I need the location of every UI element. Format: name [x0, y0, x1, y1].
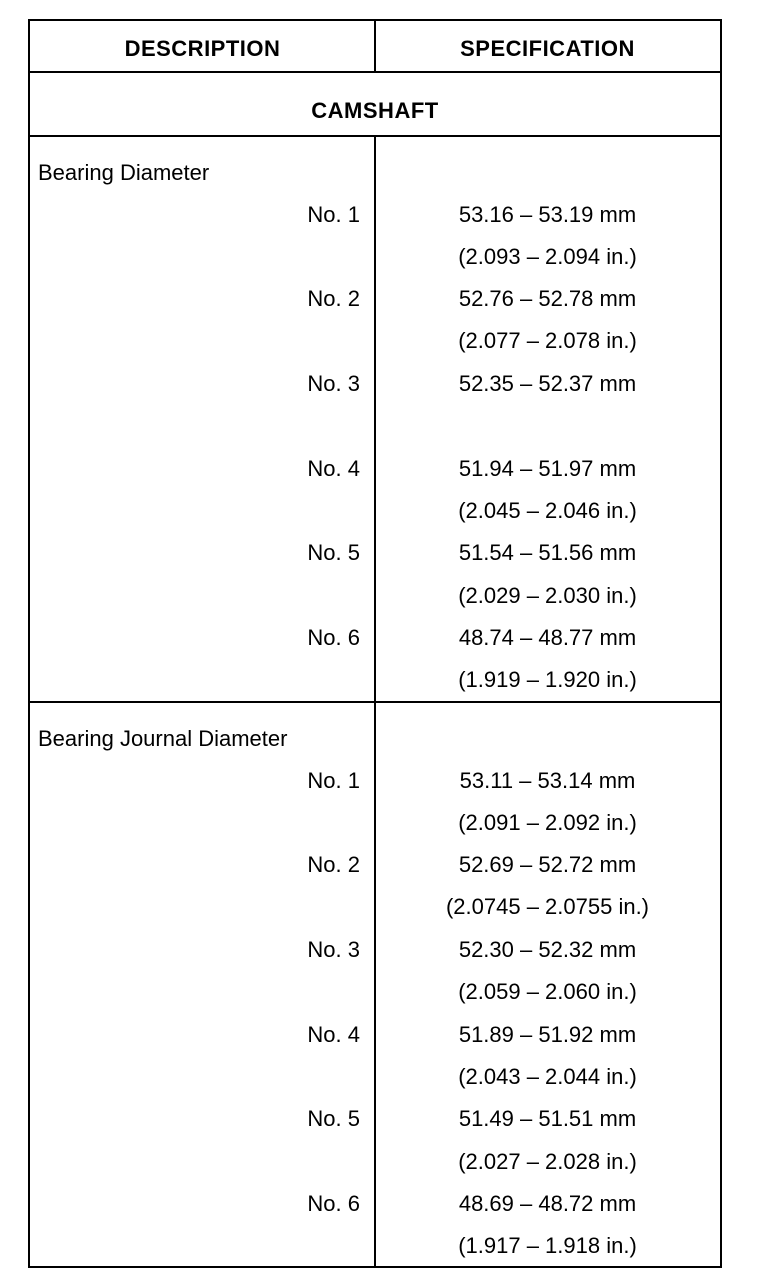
camshaft-spec-table: [28, 19, 722, 1268]
header-specification: SPECIFICATION: [460, 36, 635, 61]
group-bearing-journal-diameter: [30, 703, 720, 1266]
item-label: No. 1: [307, 202, 360, 227]
item-value-mm: 53.16 – 53.19 mm: [458, 202, 637, 227]
item-value-in: (2.0745 – 2.0755 in.): [445, 894, 650, 919]
item-label: No. 2: [307, 852, 360, 877]
group-bearing-diameter: [30, 137, 720, 703]
item-label: No. 4: [307, 1022, 360, 1047]
table-header-row: [30, 21, 720, 73]
item-value-in: (2.043 – 2.044 in.): [458, 1064, 637, 1089]
group-title: Bearing Diameter: [38, 160, 210, 185]
item-label: No. 4: [307, 456, 360, 481]
item-value-in: (2.091 – 2.092 in.): [458, 810, 637, 835]
header-description: DESCRIPTION: [124, 36, 281, 61]
item-label: No. 2: [307, 286, 360, 311]
item-label: No. 6: [307, 625, 360, 650]
item-label: No. 1: [307, 768, 360, 793]
item-value-mm: 51.49 – 51.51 mm: [458, 1106, 637, 1131]
group-title: Bearing Journal Diameter: [38, 726, 288, 751]
item-value-mm: 52.35 – 52.37 mm: [458, 371, 637, 396]
item-value-mm: 52.30 – 52.32 mm: [458, 937, 637, 962]
item-value-in: (1.919 – 1.920 in.): [458, 667, 637, 692]
item-value-mm: 48.74 – 48.77 mm: [458, 625, 637, 650]
item-value-mm: 52.69 – 52.72 mm: [458, 852, 637, 877]
item-label: No. 6: [307, 1191, 360, 1216]
item-label: No. 3: [307, 937, 360, 962]
item-value-mm: 53.11 – 53.14 mm: [459, 768, 636, 793]
item-value-mm: 51.89 – 51.92 mm: [458, 1022, 637, 1047]
item-value-mm: 51.94 – 51.97 mm: [458, 456, 637, 481]
item-value-in: (2.093 – 2.094 in.): [458, 244, 637, 269]
item-value-mm: 52.76 – 52.78 mm: [458, 286, 637, 311]
item-value-mm: 51.54 – 51.56 mm: [458, 540, 637, 565]
item-value-in: (2.027 – 2.028 in.): [458, 1149, 637, 1174]
header-column-divider: [374, 21, 376, 71]
item-value-in: (2.059 – 2.060 in.): [458, 979, 637, 1004]
item-value-in: (2.029 – 2.030 in.): [458, 583, 637, 608]
item-value-in: (1.917 – 1.918 in.): [458, 1233, 637, 1258]
item-value-in: (2.045 – 2.046 in.): [458, 498, 637, 523]
item-label: No. 5: [307, 1106, 360, 1131]
section-title-camshaft: CAMSHAFT: [30, 73, 720, 137]
item-label: No. 5: [307, 540, 360, 565]
item-value-mm: 48.69 – 48.72 mm: [458, 1191, 637, 1216]
item-label: No. 3: [307, 371, 360, 396]
item-value-in: (2.077 – 2.078 in.): [458, 328, 637, 353]
